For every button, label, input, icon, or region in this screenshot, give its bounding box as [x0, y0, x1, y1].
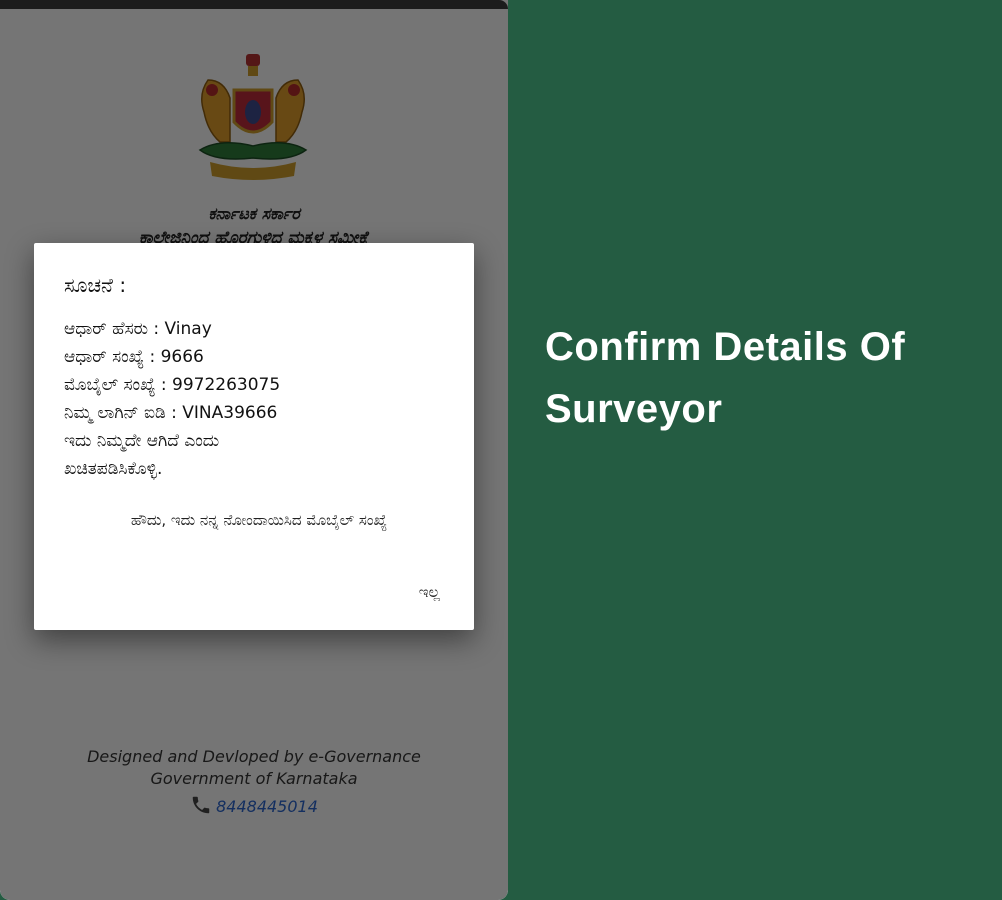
mobile-number-line: ಮೊಬೈಲ್ ಸಂಖ್ಯೆ : 9972263075: [64, 375, 281, 395]
confirm-no-button[interactable]: ಇಲ್ಲ: [419, 579, 440, 605]
aadhaar-name-line: ಆಧಾರ್ ಹೆಸರು : Vinay: [64, 319, 212, 339]
confirmation-dialog: [34, 243, 474, 630]
dialog-body: [64, 315, 454, 483]
promo-panel: [508, 0, 1002, 900]
aadhaar-number-line: ಆಧಾರ್ ಸಂಖ್ಯೆ : 9666: [64, 347, 204, 367]
confirm-yes-button[interactable]: ಹೌದು, ಇದು ನನ್ನ ನೋಂದಾಯಿಸಿದ ಮೊಬೈಲ್ ಸಂಖ್ಯೆ: [54, 507, 464, 533]
confirm-prompt-line-2: ಖಚಿತಪಡಿಸಿಕೊಳ್ಳಿ.: [64, 459, 163, 479]
confirm-prompt-line-1: ಇದು ನಿಮ್ಮದೇ ಆಗಿದೆ ಎಂದು: [64, 431, 220, 451]
login-id-line: ನಿಮ್ಮ ಲಾಗಿನ್ ಐಡಿ : VINA39666: [64, 403, 278, 423]
dialog-title: ಸೂಚನೆ :: [64, 273, 127, 297]
promo-title: Confirm Details Of Surveyor: [545, 325, 906, 431]
